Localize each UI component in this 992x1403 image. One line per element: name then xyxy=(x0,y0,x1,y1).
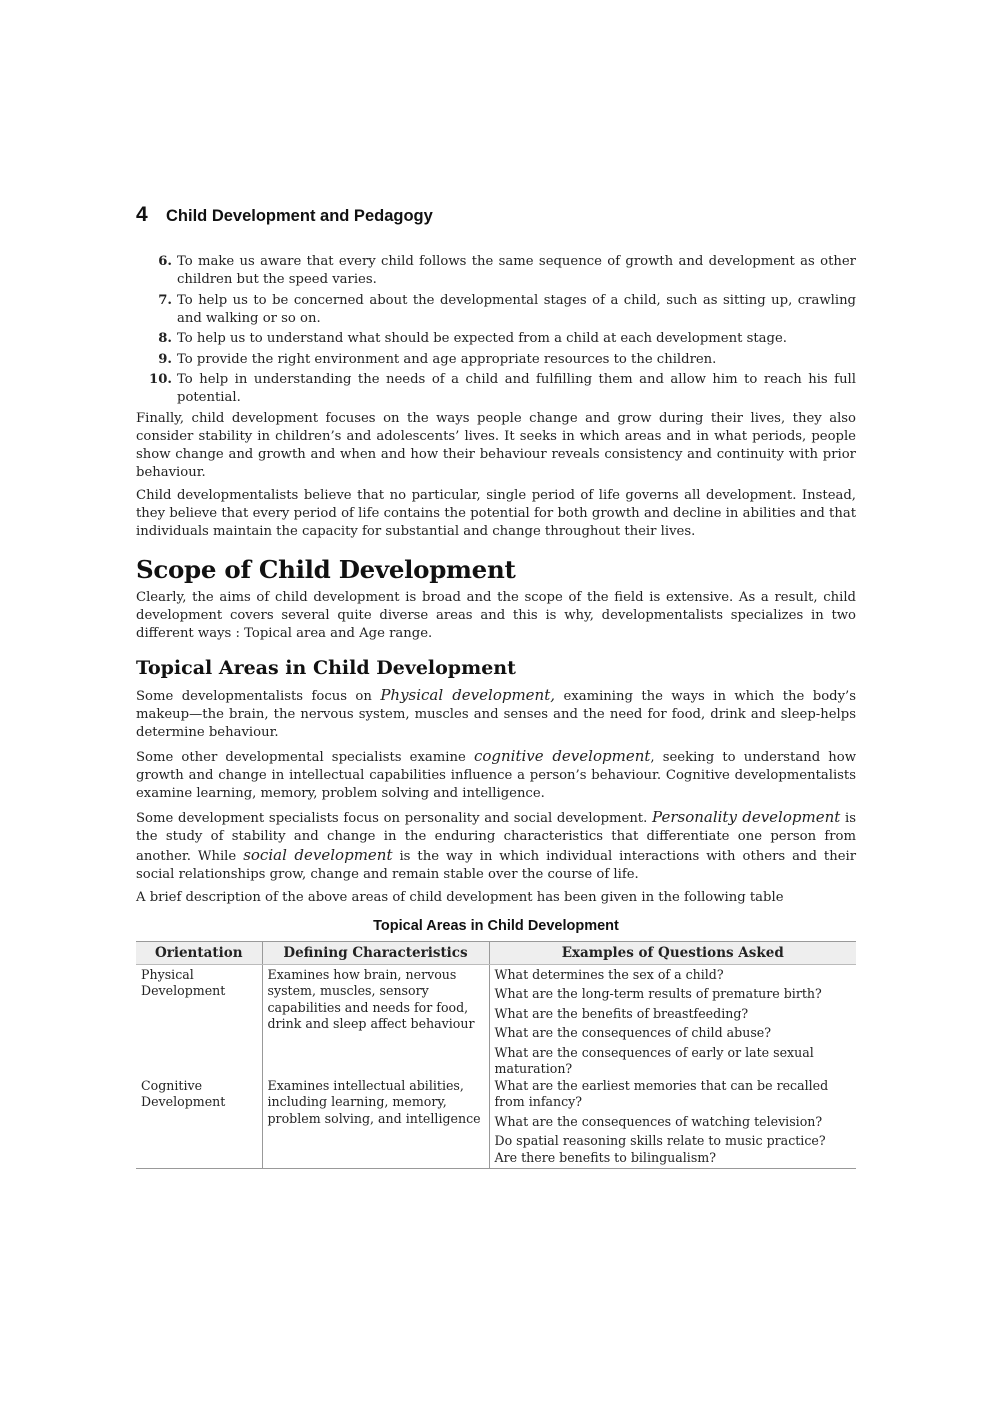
paragraph-table-intro: A brief description of the above areas of child development has been given in the following table xyxy=(136,889,784,905)
list-item xyxy=(136,371,856,407)
text-run: , seeking to understand how growth and change in intellectual capabilities influence a person’s behaviour. Cognitive developmentalists examine learning, memory, problem solving and intelligence. xyxy=(136,749,856,801)
cell-characteristics: Examines intellectual abilities, including learning, memory, problem solving, and intelligence xyxy=(262,1078,489,1169)
list-item-number: 10. xyxy=(149,372,172,387)
paragraph-personality-social xyxy=(136,808,856,884)
topical-areas-table xyxy=(136,941,856,1170)
paragraph-developmentalists: Child developmentalists believe that no particular, single period of life governs all development. Instead, they believe that every period of life contains the potential for both growth and decline in abilities and that individuals maintain the capacity for substantial and change throughout their lives. xyxy=(136,487,856,539)
text-run: Some other developmental specialists examine xyxy=(136,749,474,765)
table-header-row xyxy=(136,941,856,964)
cell-orientation: Physical Development xyxy=(141,966,226,998)
question-item: Do spatial reasoning skills relate to music practice? Are there benefits to bilingualism? xyxy=(494,1133,826,1165)
table-caption: Topical Areas in Child Development xyxy=(373,917,619,934)
emphasis-physical-development: Physical development, xyxy=(380,685,556,704)
list-item xyxy=(136,292,856,328)
question-item: What are the consequences of early or late sexual maturation? xyxy=(494,1044,814,1076)
text-run: Some developmentalists focus on xyxy=(136,688,381,704)
column-header-characteristics: Defining Characteristics xyxy=(262,941,489,964)
table-row xyxy=(136,1078,856,1169)
cell-questions xyxy=(489,964,856,1078)
list-item-number: 9. xyxy=(158,351,172,367)
emphasis-personality-development: Personality development xyxy=(652,807,841,826)
text-run: examining the ways in which the body’s makeup—the brain, the nervous system, muscles and senses and the need for food, drink and sleep-helps determine behaviour. xyxy=(136,688,856,740)
list-item-number: 7. xyxy=(158,292,172,308)
list-item xyxy=(136,351,856,369)
page xyxy=(136,203,856,1169)
text-run: is the way in which individual interactions with others and their social relationships grow, change and remain stable over the course of life. xyxy=(136,848,857,882)
list-item-text: To help in understanding the needs of a child and fulfilling them and allow him to reach his full potential. xyxy=(177,372,856,405)
question-item: What are the earliest memories that can be recalled from infancy? xyxy=(494,1077,829,1109)
subsection-heading-topical: Topical Areas in Child Development xyxy=(136,656,516,679)
cell-questions xyxy=(489,1078,856,1169)
cell-orientation: Cognitive Development xyxy=(136,1078,262,1169)
list-item-text: To help us to understand what should be expected from a child at each development stage. xyxy=(177,331,787,346)
paragraph-scope: Clearly, the aims of child development is broad and the scope of the field is extensive. As a result, child development covers several quite diverse areas and this is why, developmentalists specializes in two different ways : Topical area and Age range. xyxy=(136,589,856,641)
question-item: What are the consequences of child abuse? xyxy=(494,1025,771,1040)
list-item-number: 6. xyxy=(158,254,172,269)
running-header xyxy=(136,203,856,231)
list-item xyxy=(136,330,856,348)
paragraph-finally: Finally, child development focuses on the ways people change and grow during their lives, they also consider stability in children’s and adolescents’ lives. It seeks in which areas and in what periods, people show change and growth and when and how their behaviour reveals consistency and continuity with prior behaviour. xyxy=(136,410,856,480)
running-header-title: Child Development and Pedagogy xyxy=(166,207,433,225)
question-item: What are the long-term results of premature birth? xyxy=(494,986,822,1001)
list-item-number: 8. xyxy=(158,331,172,346)
list-item-text: To help us to be concerned about the developmental stages of a child, such as sitting up, crawling and walking or so on. xyxy=(177,292,856,326)
table-row xyxy=(136,964,856,1078)
page-number: 4 xyxy=(136,203,148,226)
paragraph-physical xyxy=(136,686,856,742)
question-item: What are the consequences of watching television? xyxy=(494,1113,823,1129)
list-item-text: To make us aware that every child follows the same sequence of growth and development as other children but the speed varies. xyxy=(177,254,856,287)
paragraph-cognitive xyxy=(136,747,856,803)
emphasis-social-development: social development xyxy=(243,845,393,864)
list-item xyxy=(136,253,856,289)
cell-characteristics: Examines how brain, nervous system, muscles, sensory capabilities and needs for food, drink and sleep affect behaviour xyxy=(262,964,489,1078)
text-run: Some development specialists focus on personality and social development. xyxy=(136,810,653,826)
text-run: is the study of stability and change in the enduring characteristics that differentiate one person from another. While xyxy=(136,810,856,864)
column-header-orientation: Orientation xyxy=(136,941,262,964)
section-heading-scope: Scope of Child Development xyxy=(136,554,516,584)
numbered-list xyxy=(136,253,856,407)
emphasis-cognitive-development: cognitive development xyxy=(473,746,651,765)
question-item: What determines the sex of a child? xyxy=(494,966,724,982)
list-item-text: To provide the right environment and age appropriate resources to the children. xyxy=(177,351,717,367)
question-item: What are the benefits of breastfeeding? xyxy=(494,1005,749,1021)
column-header-questions: Examples of Questions Asked xyxy=(489,941,856,964)
